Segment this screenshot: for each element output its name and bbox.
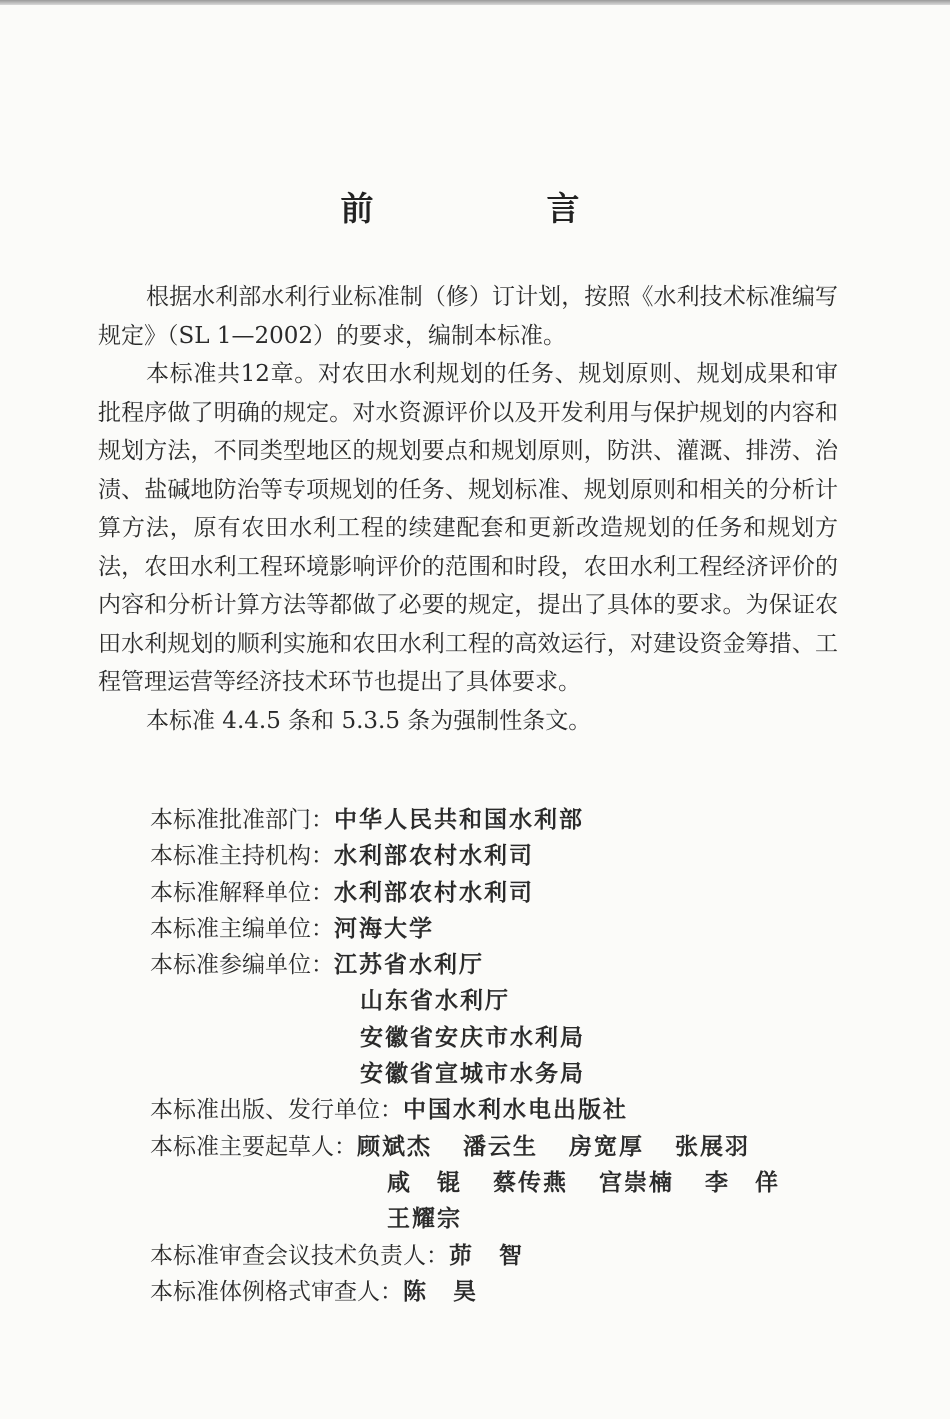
host-row bbox=[150, 838, 850, 874]
host-label: 本标准主持机构： bbox=[150, 843, 334, 870]
drafters-cont bbox=[150, 1201, 850, 1237]
interpret-row bbox=[150, 875, 850, 911]
participants-cont bbox=[150, 1056, 850, 1092]
interpret-label: 本标准解释单位： bbox=[150, 879, 334, 906]
paragraph-1: 根据水利部水利行业标准制（修）订计划，按照《水利技术标准编写规定》（SL 1—2002）的要求，编制本标准。 bbox=[98, 284, 838, 349]
drafters-label: 本标准主要起草人： bbox=[150, 1133, 357, 1160]
drafter-name: 潘云生 bbox=[463, 1133, 538, 1160]
approve-value: 中华人民共和国水利部 bbox=[334, 807, 584, 833]
drafter-name: 顾斌杰 bbox=[357, 1133, 432, 1160]
chief-row bbox=[150, 911, 850, 947]
participants-row bbox=[150, 947, 850, 983]
drafters-names bbox=[387, 1165, 811, 1201]
participant-3: 安徽省安庆市水利局 bbox=[360, 1024, 585, 1051]
info-block bbox=[150, 802, 850, 1310]
participants-cont bbox=[150, 1020, 850, 1056]
page-title: 前 言 bbox=[340, 189, 650, 228]
paragraph-2: 本标准共12章。对农田水利规划的任务、规划原则、规划成果和审批程序做了明确的规定。对水资源评价以及开发利用与保护规划的内容和规划方法，不同类型地区的规划要点和规划原则，防洪、灌溉、排涝、治渍、盐碱地防治等专项规划的任务、规划标准、规划原则和相关的分析计算方法，原有农田水利工程的续建配套和更新改造规划的任务和规划方法，农田水利工程环境影响评价的范围和时段，农田水利工程经济评价的内容和分析计算方法等都做了必要的规定，提出了具体的要求。为保证农田水利规划的顺利实施和农田水利工程的高效运行，对建设资金筹措、工程管理运营等经济技术环节也提出了具体要求。 bbox=[98, 361, 838, 695]
approve-label: 本标准批准部门： bbox=[150, 807, 334, 833]
interpret-value: 水利部农村水利司 bbox=[334, 879, 534, 906]
chief-label: 本标准主编单位： bbox=[150, 915, 334, 942]
drafter-name: 蔡传燕 bbox=[493, 1169, 568, 1196]
format-review-row bbox=[150, 1274, 850, 1310]
drafter-name: 房宽厚 bbox=[569, 1133, 644, 1160]
drafters-names bbox=[357, 1129, 781, 1165]
participant-4: 安徽省宣城市水务局 bbox=[360, 1061, 585, 1088]
participants-cont bbox=[150, 983, 850, 1019]
drafter-name: 李 佯 bbox=[705, 1169, 780, 1196]
drafter-name: 宫崇楠 bbox=[599, 1169, 674, 1196]
drafters-cont bbox=[150, 1165, 850, 1201]
format-review-label: 本标准体例格式审查人： bbox=[150, 1278, 403, 1305]
drafters-row bbox=[150, 1129, 850, 1165]
publisher-row bbox=[150, 1092, 850, 1128]
review-label: 本标准审查会议技术负责人： bbox=[150, 1242, 449, 1269]
participants-label: 本标准参编单位： bbox=[150, 952, 334, 979]
drafter-name: 王耀宗 bbox=[387, 1206, 462, 1233]
review-row bbox=[150, 1238, 850, 1274]
drafters-names bbox=[387, 1201, 493, 1237]
publisher-value: 中国水利水电出版社 bbox=[403, 1097, 628, 1124]
review-value: 茆 智 bbox=[449, 1242, 524, 1269]
drafter-name: 张展羽 bbox=[675, 1133, 750, 1160]
mandatory-clauses: 本标准 4.4.5 条和 5.3.5 条为强制性条文。 bbox=[146, 707, 592, 734]
participant-1: 江苏省水利厅 bbox=[334, 952, 484, 979]
drafter-name: 咸 锟 bbox=[387, 1169, 462, 1196]
format-review-value: 陈 昊 bbox=[403, 1278, 478, 1305]
participant-2: 山东省水利厅 bbox=[360, 988, 510, 1015]
approve-row bbox=[150, 802, 850, 838]
preface-body bbox=[98, 278, 838, 740]
top-border bbox=[0, 0, 950, 5]
chief-value: 河海大学 bbox=[334, 915, 434, 942]
publisher-label: 本标准出版、发行单位： bbox=[150, 1097, 403, 1124]
host-value: 水利部农村水利司 bbox=[334, 843, 534, 870]
